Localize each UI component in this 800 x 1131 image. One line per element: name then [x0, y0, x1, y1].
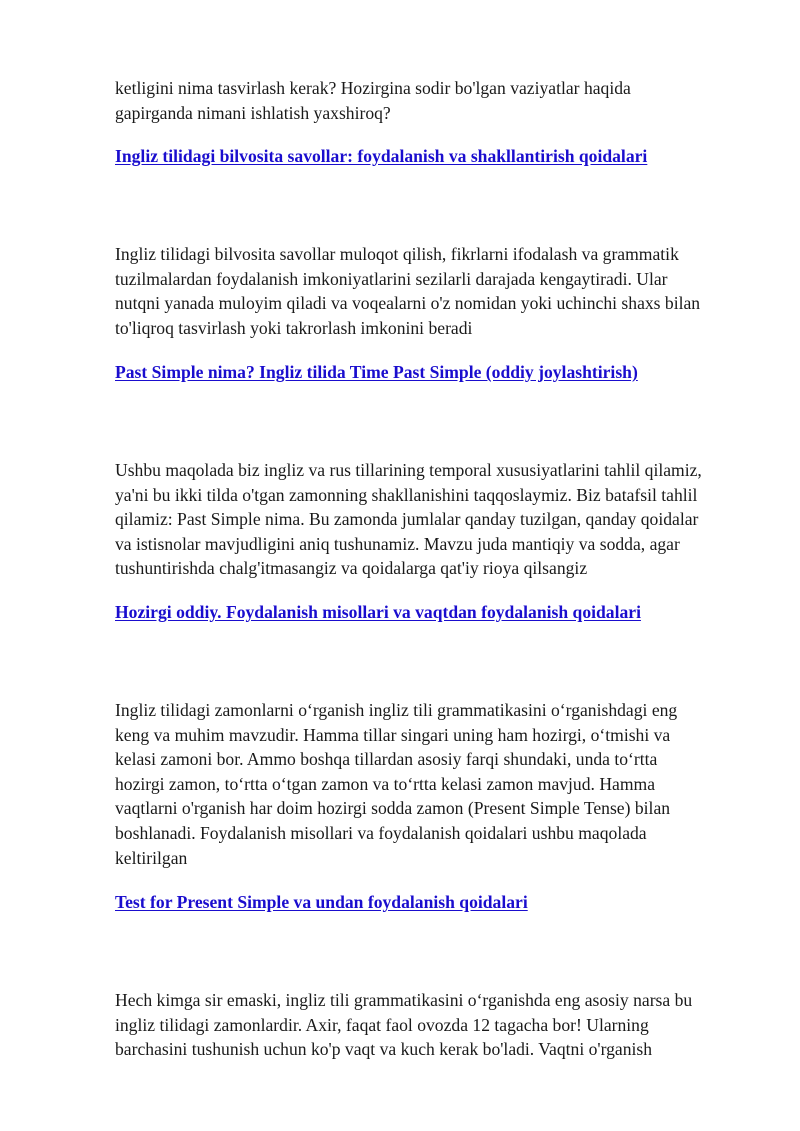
text-line: tushuntirishda chalg'itmasangiz va qoidalarga qat'iy rioya qilsangiz	[115, 558, 588, 579]
text-line: vaqtlarni o'rganish har doim hozirgi sodda zamon (Present Simple Tense) bilan	[115, 798, 671, 819]
article-link-present-simple-test[interactable]: Test for Present Simple va undan foydalanish qoidalari	[115, 892, 528, 912]
article-summary-present-simple	[115, 698, 677, 870]
text-line: Ingliz tilidagi zamonlarni o‘rganish ingliz tili grammatikasini o‘rganishdagi eng	[115, 700, 678, 720]
text-line: keltirilgan	[115, 847, 188, 868]
text-line: to'liqroq tasvirlash yoki takrorlash imkonini beradi	[115, 317, 473, 338]
text-line: ketligini nima tasvirlash kerak? Hozirgina sodir bo'lgan vaziyatlar haqida	[115, 78, 631, 98]
article-summary-past-simple	[115, 458, 702, 581]
text-line: Ushbu maqolada biz ingliz va rus tillarining temporal xususiyatlarini tahlil qilamiz,	[115, 460, 702, 480]
article-link-indirect-questions[interactable]: Ingliz tilidagi bilvosita savollar: foydalanish va shakllantirish qoidalari	[115, 146, 648, 166]
text-line: tuzilmalardan foydalanish imkoniyatlarini sezilarli darajada kengaytiradi. Ular	[115, 268, 668, 289]
text-line: ingliz tilidagi zamonlardir. Axir, faqat faol ovozda 12 tagacha bor! Ularning	[115, 1014, 649, 1035]
article-summary-tenses	[115, 988, 692, 1062]
text-line: boshlanadi. Foydalanish misollari va foydalanish qoidalari ushbu maqolada	[115, 822, 647, 843]
text-line: keng va muhim mavzudir. Hamma tillar singari uning ham hozirgi, o‘tmishi va	[115, 724, 671, 745]
text-line: hozirgi zamon, to‘rtta o‘tgan zamon va to‘rtta kelasi zamon mavjud. Hamma	[115, 773, 656, 794]
text-line: nutqni yanada muloyim qiladi va voqealarni o'z nomidan yoki uchinchi shaxs bilan	[115, 293, 701, 314]
text-line: barchasini tushunish uchun ko'p vaqt va kuch kerak bo'ladi. Vaqtni o'rganish	[115, 1039, 653, 1060]
text-line: Hech kimga sir emaski, ingliz tili grammatikasini o‘rganishda eng asosiy narsa bu	[115, 990, 693, 1010]
text-line: va istisnolar mavjudligini aniq tushunamiz. Mavzu juda mantiqiy va sodda, agar	[115, 533, 680, 554]
text-line: kelasi zamoni bor. Ammo boshqa tillardan asosiy farqi shundaki, unda to‘rtta	[115, 749, 658, 770]
article-link-past-simple[interactable]: Past Simple nima? Ingliz tilida Time Past Simple (oddiy joylashtirish)	[115, 362, 638, 382]
text-line: Ingliz tilidagi bilvosita savollar muloqot qilish, fikrlarni ifodalash va grammatik	[115, 244, 679, 264]
text-line: qilamiz: Past Simple nima. Bu zamonda jumlalar qanday tuzilgan, qanday qoidalar	[115, 509, 699, 530]
article-summary-indirect-questions	[115, 242, 700, 340]
text-line: ya'ni bu ikki tilda o'tgan zamonning shakllanishini taqqoslaymiz. Biz batafsil tahlil	[115, 484, 698, 505]
article-link-present-simple[interactable]: Hozirgi oddiy. Foydalanish misollari va vaqtdan foydalanish qoidalari	[115, 602, 641, 622]
text-line: gapirganda nimani ishlatish yaxshiroq?	[115, 102, 391, 123]
paragraph-continuation	[115, 76, 631, 125]
